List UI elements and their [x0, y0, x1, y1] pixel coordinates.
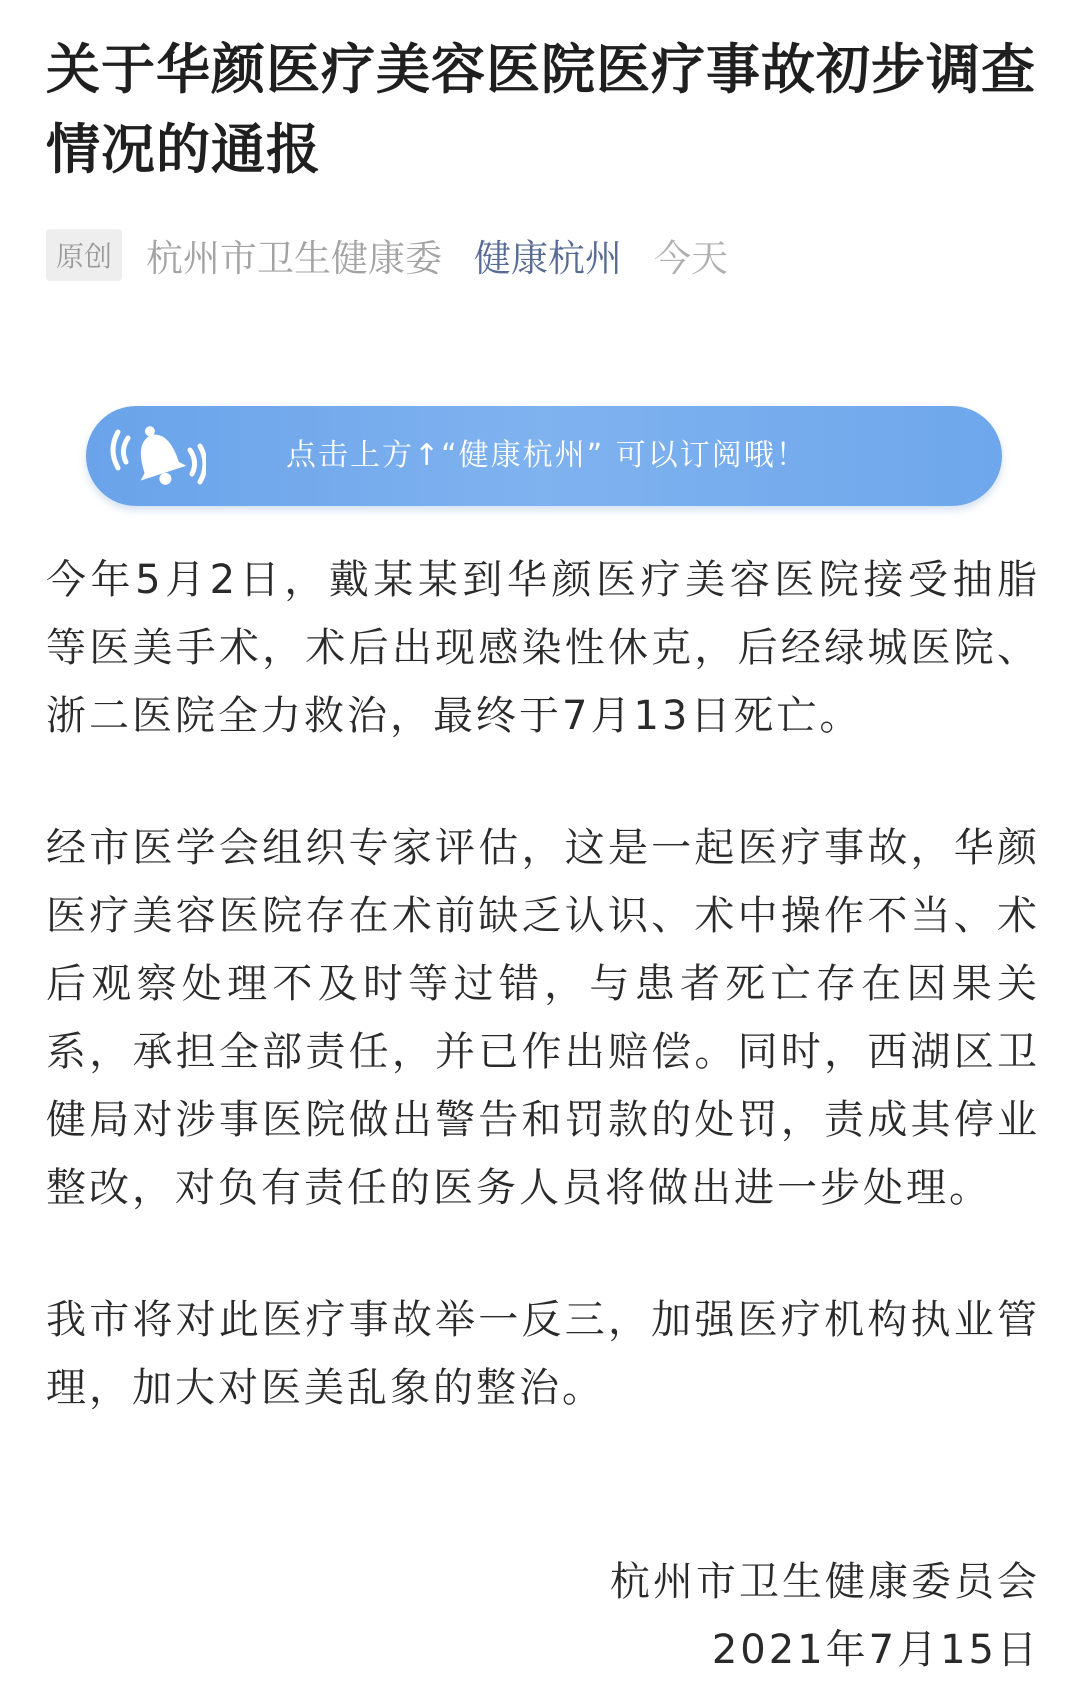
- author-name: 杭州市卫生健康委: [146, 237, 443, 280]
- bell-icon: [110, 416, 206, 496]
- article-meta: [46, 228, 1036, 282]
- original-badge: 原创: [46, 229, 122, 281]
- article-title: 关于华颜医疗美容医院医疗事故初步调查情况的通报: [46, 38, 1036, 181]
- subscribe-banner[interactable]: [86, 406, 1002, 506]
- paragraph-1: 今年5月2日，戴某某到华颜医疗美容医院接受抽脂等医美手术，术后出现感染性休克，后经绿城医院、浙二医院全力救治，最终于7月13日死亡。: [46, 557, 1040, 739]
- account-link[interactable]: 健康杭州: [474, 237, 623, 280]
- article-header: [46, 30, 1036, 282]
- signature-org: 杭州市卫生健康委员会: [610, 1559, 1040, 1605]
- publish-date: 今天: [654, 237, 729, 280]
- signature-date: 2021年7月15日: [711, 1627, 1040, 1673]
- paragraph-2: 经市医学会组织专家评估，这是一起医疗事故，华颜医疗美容医院存在术前缺乏认识、术中操作不当、术后观察处理不及时等过错，与患者死亡存在因果关系，承担全部责任，并已作出赔偿。同时，西湖区卫健局对涉事医院做出警告和罚款的处罚，责成其停业整改，对负有责任的医务人员将做出进一步处理。: [46, 825, 1040, 1211]
- article-body: [46, 546, 1040, 1486]
- paragraph-3: 我市将对此医疗事故举一反三，加强医疗机构执业管理，加大对医美乱象的整治。: [46, 1297, 1040, 1411]
- subscribe-banner-text: 点击上方↑“健康杭州” 可以订阅哦！: [286, 438, 808, 473]
- signature-block: [610, 1548, 1040, 1684]
